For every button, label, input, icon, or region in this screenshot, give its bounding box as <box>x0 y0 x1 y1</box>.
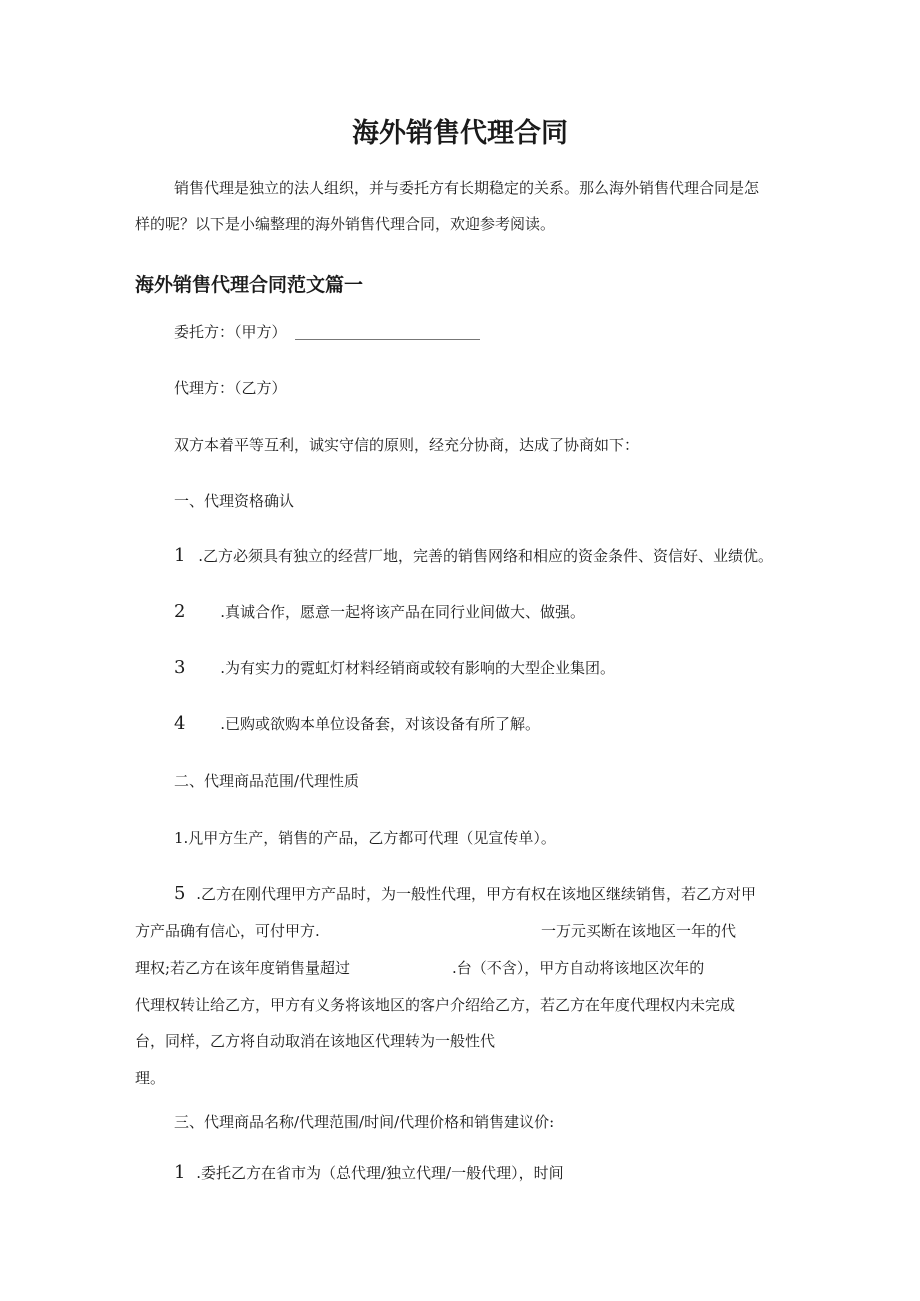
section1-heading: 一、代理资格确认 <box>174 492 295 510</box>
section1-item-4 <box>174 714 540 734</box>
section2-item-5-line-1 <box>174 884 756 904</box>
item-text: .真诚合作，愿意一起将该产品在同行业间做大、做强。 <box>220 603 586 621</box>
agent-party: 代理方：（乙方） <box>174 379 287 397</box>
item-text: .乙方必须具有独立的经营厂地，完善的销售网络和相应的资金条件、资信好、业绩优。 <box>198 547 774 565</box>
item-text: .为有实力的霓虹灯材料经销商或较有影响的大型企业集团。 <box>220 659 616 677</box>
section2-item-5-line-3a: 理权;若乙方在该年度销售量超过 <box>135 959 351 977</box>
section3-heading: 三、代理商品名称/代理范围/时间/代理价格和销售建议价: <box>174 1113 555 1131</box>
section1-item-3 <box>174 658 615 678</box>
section2-item-5-line-5: 台，同样，乙方将自动取消在该地区代理转为一般性代 <box>135 1032 496 1050</box>
section2-item-5-line-6: 理。 <box>135 1069 166 1087</box>
agreement-intro: 双方本着平等互利，诚实守信的原则，经充分协商，达成了协商如下： <box>174 436 640 454</box>
item-number: 2 <box>174 601 186 622</box>
section1-item-2 <box>174 602 585 622</box>
principal-party <box>174 322 480 342</box>
section-heading: 海外销售代理合同范文篇一 <box>135 274 364 296</box>
intro-line-1: 销售代理是独立的法人组织，并与委托方有长期稳定的关系。那么海外销售代理合同是怎 <box>174 179 760 197</box>
item-number: 4 <box>174 713 186 734</box>
section2-heading: 二、代理商品范围/代理性质 <box>174 772 360 790</box>
intro-line-2: 样的呢？以下是小编整理的海外销售代理合同，欢迎参考阅读。 <box>135 215 556 233</box>
principal-label: 委托方：（甲方） <box>174 323 287 341</box>
item-text: .已购或欲购本单位设备套，对该设备有所了解。 <box>220 715 541 733</box>
section2-item-5-line-2a: 方产品确有信心，可付甲方. <box>135 922 320 940</box>
section2-item-5-line-3b: .台（不含），甲方自动将该地区次年的 <box>452 959 705 977</box>
item-text: .乙方在刚代理甲方产品时，为一般性代理，甲方有权在该地区继续销售，若乙方对甲 <box>196 885 757 903</box>
section2-item-5-line-2b: 一万元买断在该地区一年的代 <box>541 922 737 940</box>
section1-item-1 <box>174 546 773 566</box>
item-number: 5 <box>174 883 186 904</box>
section2-item-5-line-4: 代理权转让给乙方，甲方有义务将该地区的客户介绍给乙方，若乙方在年度代理权内未完成 <box>135 996 736 1014</box>
item-text: .委托乙方在省市为（总代理/独立代理/一般代理），时间 <box>196 1164 564 1182</box>
section2-item-1: 1.凡甲方生产，销售的产品，乙方都可代理（见宣传单）。 <box>174 829 556 847</box>
item-number: 3 <box>174 657 186 678</box>
principal-blank-line <box>295 327 480 340</box>
item-number: 1 <box>174 545 186 566</box>
page-title: 海外销售代理合同 <box>352 118 568 149</box>
section3-item-1 <box>174 1163 564 1183</box>
item-number: 1 <box>174 1162 186 1183</box>
